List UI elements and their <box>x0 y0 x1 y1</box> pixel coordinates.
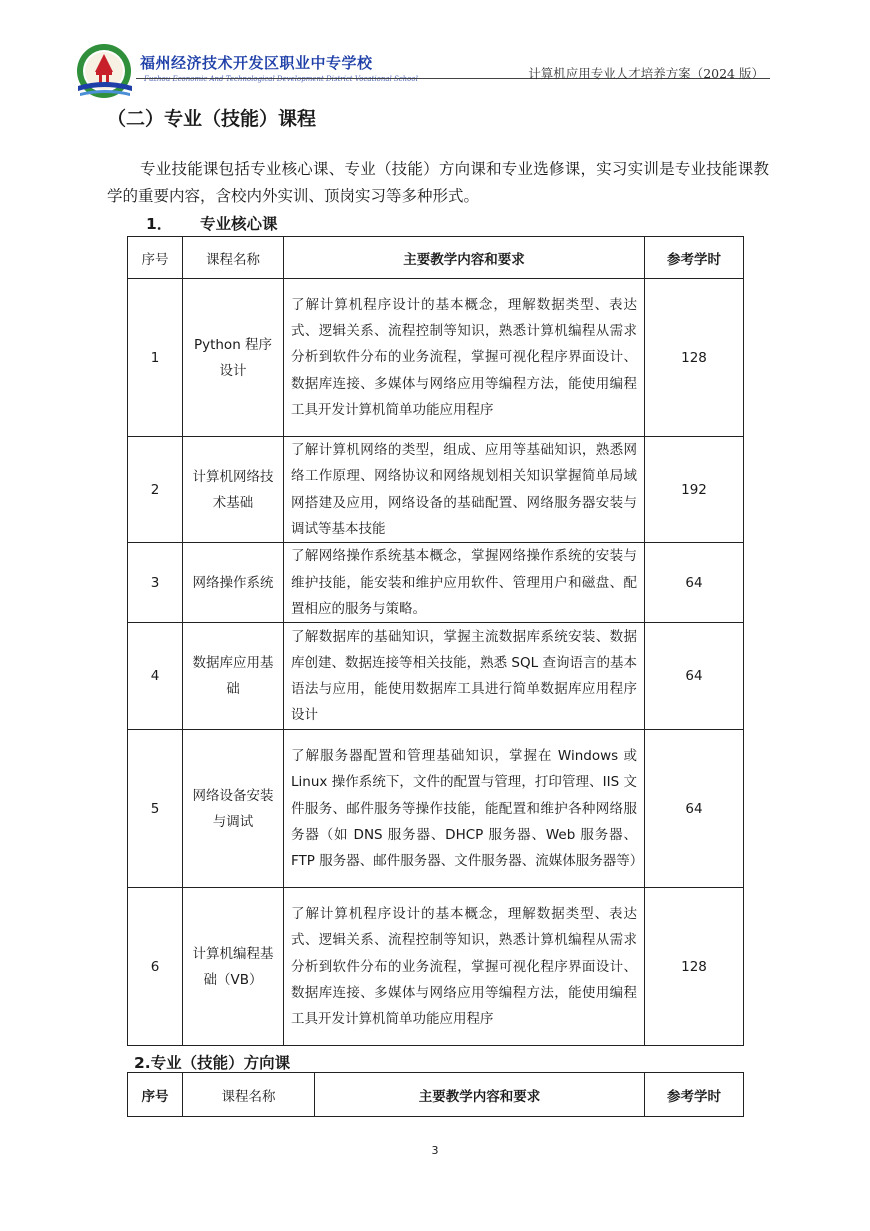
course-hours: 64 <box>645 623 744 730</box>
course-name: 网络操作系统 <box>183 543 284 623</box>
core-courses-heading <box>146 212 278 234</box>
column-header-content: 主要教学内容和要求 <box>315 1073 645 1117</box>
page-header <box>74 42 770 102</box>
document-title: 计算机应用专业人才培养方案（2024 版） <box>528 66 764 81</box>
course-number: 3 <box>128 543 183 623</box>
course-content: 了解计算机程序设计的基本概念，理解数据类型、表达式、逻辑关系、流程控制等知识，熟悉计算机编程从需求分析到软件分布的业务流程，掌握可视化程序界面设计、数据库连接、多媒体与网络应用等编程方法，能使用编程工具开发计算机简单功能应用程序 <box>284 279 645 437</box>
column-header-hours: 参考学时 <box>645 237 744 279</box>
course-content: 了解计算机网络的类型，组成、应用等基础知识，熟悉网络工作原理、网络协议和网络规划相关知识掌握简单局域网搭建及应用，网络设备的基础配置、网络服务器安装与调试等基本技能 <box>284 437 645 543</box>
column-header-course-name: 课程名称 <box>183 1073 315 1117</box>
course-hours: 128 <box>645 279 744 437</box>
direction-courses-heading: 2.专业（技能）方向课 <box>134 1054 291 1072</box>
column-header-content: 主要教学内容和要求 <box>284 237 645 279</box>
direction-courses-table <box>127 1072 744 1117</box>
column-header-hours: 参考学时 <box>645 1073 744 1117</box>
column-header-course-name: 课程名称 <box>183 237 284 279</box>
course-content: 了解网络操作系统基本概念，掌握网络操作系统的安装与维护技能，能安装和维护应用软件、管理用户和磁盘、配置相应的服务与策略。 <box>284 543 645 623</box>
page-number: 3 <box>431 1144 439 1157</box>
course-name: Python 程序设计 <box>183 279 284 437</box>
course-hours: 64 <box>645 543 744 623</box>
school-name: 福州经济技术开发区职业中专学校 <box>140 54 373 72</box>
course-hours: 192 <box>645 437 744 543</box>
course-name: 网络设备安装与调试 <box>183 730 284 888</box>
table-row <box>128 279 744 437</box>
table-row <box>128 888 744 1046</box>
school-logo-icon <box>74 42 136 102</box>
school-name-english: Fuzhou Economic And Technological Development District Vocational School <box>144 75 418 83</box>
course-number: 5 <box>128 730 183 888</box>
course-name: 计算机编程基础（VB） <box>183 888 284 1046</box>
course-name: 计算机网络技术基础 <box>183 437 284 543</box>
course-number: 2 <box>128 437 183 543</box>
course-hours: 64 <box>645 730 744 888</box>
course-content: 了解服务器配置和管理基础知识，掌握在 Windows 或 Linux 操作系统下，文件的配置与管理，打印管理、IIS 文件服务、邮件服务等操作技能，能配置和维护各种网络服务器（如 DNS 服务器、DHCP 服务器、Web 服务器、FTP 服务器、邮件服务器、文件服务器、流媒体服务器等） <box>284 730 645 888</box>
core-courses-table <box>127 236 744 1046</box>
core-courses-heading-number: 1． <box>146 215 173 233</box>
table-row <box>128 543 744 623</box>
course-number: 1 <box>128 279 183 437</box>
table-row <box>128 623 744 730</box>
course-content: 了解数据库的基础知识，掌握主流数据库系统安装、数据库创建、数据连接等相关技能，熟悉 SQL 查询语言的基本语法与应用，能使用数据库工具进行简单数据库应用程序设计 <box>284 623 645 730</box>
column-header-number: 序号 <box>128 237 183 279</box>
course-number: 6 <box>128 888 183 1046</box>
table-header-row <box>128 237 744 279</box>
core-courses-heading-text: 专业核心课 <box>200 215 278 233</box>
course-number: 4 <box>128 623 183 730</box>
table-header-row <box>128 1073 744 1117</box>
table-row <box>128 730 744 888</box>
course-content: 了解计算机程序设计的基本概念，理解数据类型、表达式、逻辑关系、流程控制等知识，熟悉计算机编程从需求分析到软件分布的业务流程，掌握可视化程序界面设计、数据库连接、多媒体与网络应用等编程方法，能使用编程工具开发计算机简单功能应用程序 <box>284 888 645 1046</box>
intro-paragraph: 专业技能课包括专业核心课、专业（技能）方向课和专业选修课，实习实训是专业技能课教学的重要内容，含校内外实训、顶岗实习等多种形式。 <box>107 160 769 205</box>
course-hours: 128 <box>645 888 744 1046</box>
column-header-number: 序号 <box>128 1073 183 1117</box>
table-row <box>128 437 744 543</box>
course-name: 数据库应用基础 <box>183 623 284 730</box>
section-title: （二）专业（技能）课程 <box>107 108 317 130</box>
